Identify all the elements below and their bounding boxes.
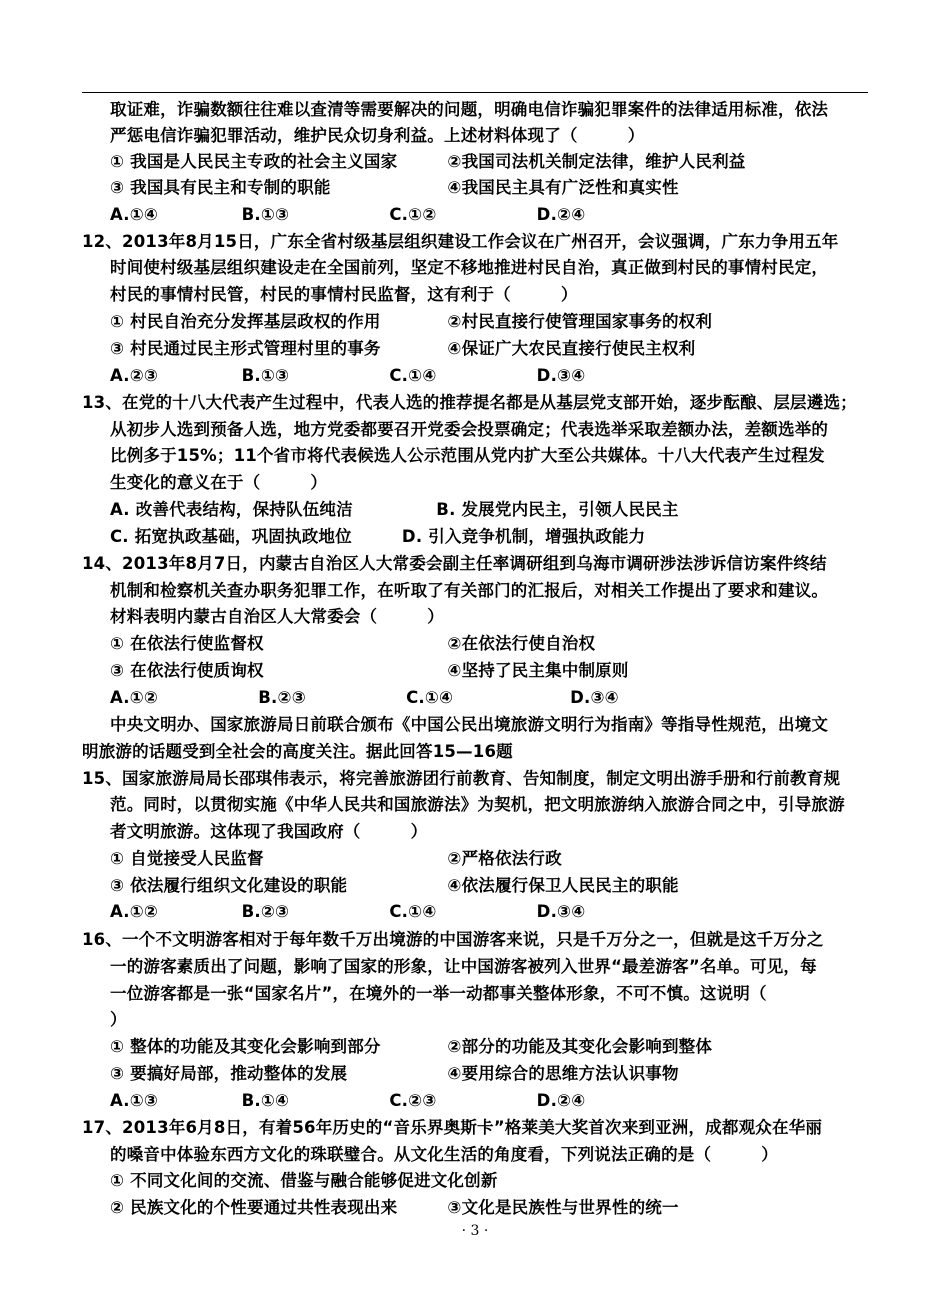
- q11-text-line-1: 取证难，诈骗数额往往难以查清等需要解决的问题，明确电信诈骗犯罪案件的法律适用标准，依法: [110, 100, 829, 119]
- q13-text-line-3: 比例多于15%；11个省市将代表候选人公示范围从党内扩大至公共媒体。十八大代表产生过程发: [110, 446, 825, 465]
- q16-text-line-3: 一位游客都是一张“国家名片”，在境外的一举一动都事关整体形象，不可不慎。这说明（: [110, 984, 767, 1003]
- material-intro-line-1: 中央文明办、国家旅游局日前联合颁布《中国公民出境旅游文明行为指南》等指导性规范，出境文: [110, 715, 829, 734]
- q12-text-line-1: 12、2013年8月15日，广东全省村级基层组织建设工作会议在广州召开，会议强调，广东力争用五年: [82, 232, 839, 251]
- q16-text-line-4: ）: [110, 1010, 127, 1029]
- q12-text-line-3: 村民的事情村民管，村民的事情村民监督，这有利于（ ）: [110, 285, 578, 304]
- q14-options: A.①② B.②③ C.①④ D.③④: [110, 688, 619, 707]
- q17-statements-2: ② 民族文化的个性要通过共性表现出来 ③文化是民族性与世界性的统一: [110, 1198, 679, 1217]
- q11-statements-2: ③ 我国具有民主和专制的职能 ④我国民主具有广泛性和真实性: [110, 178, 679, 197]
- q12-text-line-2: 时间使村级基层组织建设走在全国前列，坚定不移地推进村民自治，真正做到村民的事情村民定，: [110, 258, 829, 277]
- q15-statements-2: ③ 依法履行组织文化建设的职能 ④依法履行保卫人民民主的职能: [110, 876, 679, 895]
- q15-text-line-2: 范。同时，以贯彻实施《中华人民共和国旅游法》为契机，把文明旅游纳入旅游合同之中，引导旅游: [110, 795, 845, 814]
- q11-options: A.①④ B.①③ C.①② D.②④: [110, 205, 586, 224]
- q16-statements-2: ③ 要搞好局部，推动整体的发展 ④要用综合的思维方法认识事物: [110, 1064, 679, 1083]
- q13-text-line-2: 从初步人选到预备人选，地方党委都要召开党委会投票确定；代表选举采取差额办法，差额选举的: [110, 420, 829, 439]
- q17-text-line-1: 17、2013年6月8日，有着56年历史的“音乐界奥斯卡”格莱美大奖首次来到亚洲，成都观众在华丽: [82, 1118, 823, 1137]
- q16-statements-1: ① 整体的功能及其变化会影响到部分 ②部分的功能及其变化会影响到整体: [110, 1037, 713, 1056]
- q17-statements-1: ① 不同文化间的交流、借鉴与融合能够促进文化创新: [110, 1171, 498, 1190]
- q12-options: A.②③ B.①③ C.①④ D.③④: [110, 366, 586, 385]
- q16-text-line-1: 16、一个不文明游客相对于每年数千万出境游的中国游客来说，只是千万分之一，但就是这千万分之: [82, 930, 824, 949]
- material-intro-line-2: 明旅游的话题受到全社会的高度关注。据此回答15—16题: [82, 742, 513, 761]
- q12-statements-2: ③ 村民通过民主形式管理村里的事务 ④保证广大农民直接行使民主权利: [110, 339, 696, 358]
- q14-text-line-2: 机制和检察机关查办职务犯罪工作，在听取了有关部门的汇报后，对相关工作提出了要求和建议。: [110, 581, 829, 600]
- q14-text-line-3: 材料表明内蒙古自治区人大常委会（ ）: [110, 607, 444, 626]
- q17-text-line-2: 的嗓音中体验东西方文化的珠联璧合。从文化生活的角度看，下列说法正确的是（ ）: [110, 1145, 778, 1164]
- q13-text-line-4: 生变化的意义在于（ ）: [110, 473, 328, 492]
- q14-text-line-1: 14、2013年8月7日，内蒙古自治区人大常委会副主任率调研组到乌海市调研涉法涉诉信访案件终结: [82, 554, 827, 573]
- q16-options: A.①③ B.①④ C.②③ D.②④: [110, 1091, 586, 1110]
- q15-statements-1: ① 自觉接受人民监督 ②严格依法行政: [110, 849, 562, 868]
- page-number: · 3 ·: [461, 1223, 489, 1239]
- header-rule: [82, 92, 868, 93]
- q14-statements-1: ① 在依法行使监督权 ②在依法行使自治权: [110, 634, 596, 653]
- q13-options-1: A. 改善代表结构，保持队伍纯洁 B. 发展党内民主，引领人民民主: [110, 500, 679, 519]
- q14-statements-2: ③ 在依法行使质询权 ④坚持了民主集中制原则: [110, 661, 629, 680]
- q13-text-line-1: 13、在党的十八大代表产生过程中，代表人选的推荐提名都是从基层党支部开始，逐步酝酿、层层遴选；: [82, 393, 857, 412]
- q11-statements-1: ① 我国是人民民主专政的社会主义国家 ②我国司法机关制定法律，维护人民利益: [110, 152, 746, 171]
- q11-text-line-2: 严惩电信诈骗犯罪活动，维护民众切身利益。上述材料体现了（ ）: [110, 126, 645, 145]
- q12-statements-1: ① 村民自治充分发挥基层政权的作用 ②村民直接行使管理国家事务的权利: [110, 312, 713, 331]
- q16-text-line-2: 一的游客素质出了问题，影响了国家的形象，让中国游客被列入世界“最差游客”名单。可见，每: [110, 957, 817, 976]
- q13-options-2: C. 拓宽执政基础，巩固执政地位 D. 引入竞争机制，增强执政能力: [110, 527, 646, 546]
- q15-text-line-3: 者文明旅游。这体现了我国政府（ ）: [110, 822, 428, 841]
- q15-options: A.①② B.②③ C.①④ D.③④: [110, 902, 586, 921]
- q15-text-line-1: 15、国家旅游局局长邵琪伟表示，将完善旅游团行前教育、告知制度，制定文明出游手册和行前教育规: [82, 769, 841, 788]
